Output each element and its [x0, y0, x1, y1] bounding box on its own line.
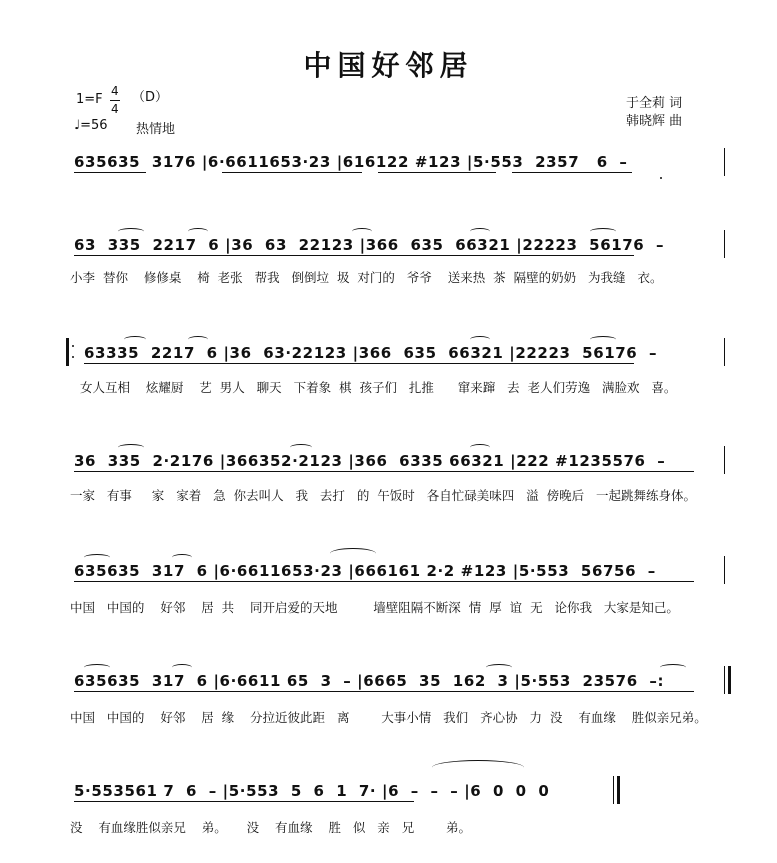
key-alternate: （D）: [132, 90, 169, 105]
slur: [188, 228, 208, 235]
barline: [724, 666, 725, 694]
repeat-dot: [72, 356, 74, 358]
slur: [290, 444, 312, 451]
beam: [74, 801, 414, 802]
repeat-start-bar: [66, 338, 69, 366]
octave-dot: [660, 177, 662, 179]
beam: [512, 172, 632, 173]
beam: [74, 471, 694, 472]
composer-credit: 韩晓辉 曲: [626, 114, 683, 129]
beam: [222, 172, 362, 173]
tempo-marking: ♩=56: [74, 118, 108, 133]
slur: [172, 554, 192, 561]
notation-line: 635635 317 6 |6·6611 65 3 – |6665 35 162 3 |5·553 23576 –:: [74, 672, 665, 690]
beam: [74, 172, 146, 173]
slur: [124, 336, 146, 343]
barline: [724, 446, 725, 474]
key-signature: 1=F: [76, 92, 103, 107]
notation-line: 63335 2217 6 |36 63·22123 |366 635 66321 |22223 56176 –: [84, 344, 658, 362]
notation-line: 63 335 2217 6 |36 63 22123 |366 635 66321 |22223 56176 –: [74, 236, 665, 254]
notation-line: 5·553561 7 6 – |5·553 5 6 1 7· |6 – – – |6 0 0 0: [74, 782, 550, 800]
barline: [724, 230, 725, 258]
beam: [74, 255, 634, 256]
barline: [613, 776, 614, 804]
lyrics-line: 小李 替你 修修桌 椅 老张 帮我 倒倒垃 圾 对门的 爷爷 送来热 茶 隔壁的奶奶 为我缝 衣。: [70, 270, 663, 285]
slur: [590, 228, 616, 235]
beam: [378, 172, 496, 173]
barline: [724, 148, 725, 176]
barline: [724, 338, 725, 366]
repeat-end-bar: [728, 666, 731, 694]
slur: [84, 554, 110, 561]
time-signature-bottom: 4: [111, 102, 119, 116]
slur: [352, 228, 372, 235]
slur: [470, 228, 490, 235]
barline: [724, 556, 725, 584]
slur: [470, 444, 490, 451]
slur: [486, 664, 512, 671]
lyrics-line: 女人互相 炫耀厨 艺 男人 聊天 下着象 棋 孩子们 扎推 窜来蹿 去 老人们劳逸 满脸欢 喜。: [80, 380, 677, 395]
beam: [74, 581, 694, 582]
slur: [172, 664, 192, 671]
time-signature-top: 4: [111, 84, 119, 98]
slur: [330, 548, 376, 559]
lyrics-line: 中国 中国的 好邻 居 缘 分拉近彼此距 离 大事小情 我们 齐心协 力 没 有血缘 胜似亲兄弟。: [70, 710, 707, 725]
tie: [432, 760, 524, 775]
slur: [188, 336, 208, 343]
time-signature-bar: [110, 100, 120, 101]
song-title: 中国好邻居: [303, 49, 474, 82]
slur: [660, 664, 686, 671]
notation-line: 635635 3176 |6·6611653·23 |616122 #123 |5·553 2357 6 –: [74, 153, 628, 171]
lyrics-line: 中国 中国的 好邻 居 共 同开启爱的天地 墙壁阻隔不断深 情 厚 谊 无 论你我 大家是知己。: [70, 600, 679, 615]
lyrics-line: 没 有血缘胜似亲兄 弟。 没 有血缘 胜 似 亲 兄 弟。: [70, 820, 471, 835]
slur: [118, 228, 144, 235]
style-marking: 热情地: [136, 122, 176, 137]
slur: [84, 664, 110, 671]
notation-line: 635635 317 6 |6·6611653·23 |666161 2·2 #123 |5·553 56756 –: [74, 562, 656, 580]
slur: [470, 336, 490, 343]
repeat-dot: [72, 345, 74, 347]
slur: [590, 336, 616, 343]
slur: [118, 444, 144, 451]
lyrics-line: 一家 有事 家 家着 急 你去叫人 我 去打 的 午饭时 各自忙碌美味四 溢 傍晚后 一起跳舞练身体。: [70, 488, 696, 503]
notation-line: 36 335 2·2176 |366352·2123 |366 6335 66321 |222 #1235576 –: [74, 452, 666, 470]
beam: [84, 363, 634, 364]
beam: [74, 691, 694, 692]
final-bar: [617, 776, 620, 804]
lyricist-credit: 于全莉 词: [626, 96, 683, 111]
